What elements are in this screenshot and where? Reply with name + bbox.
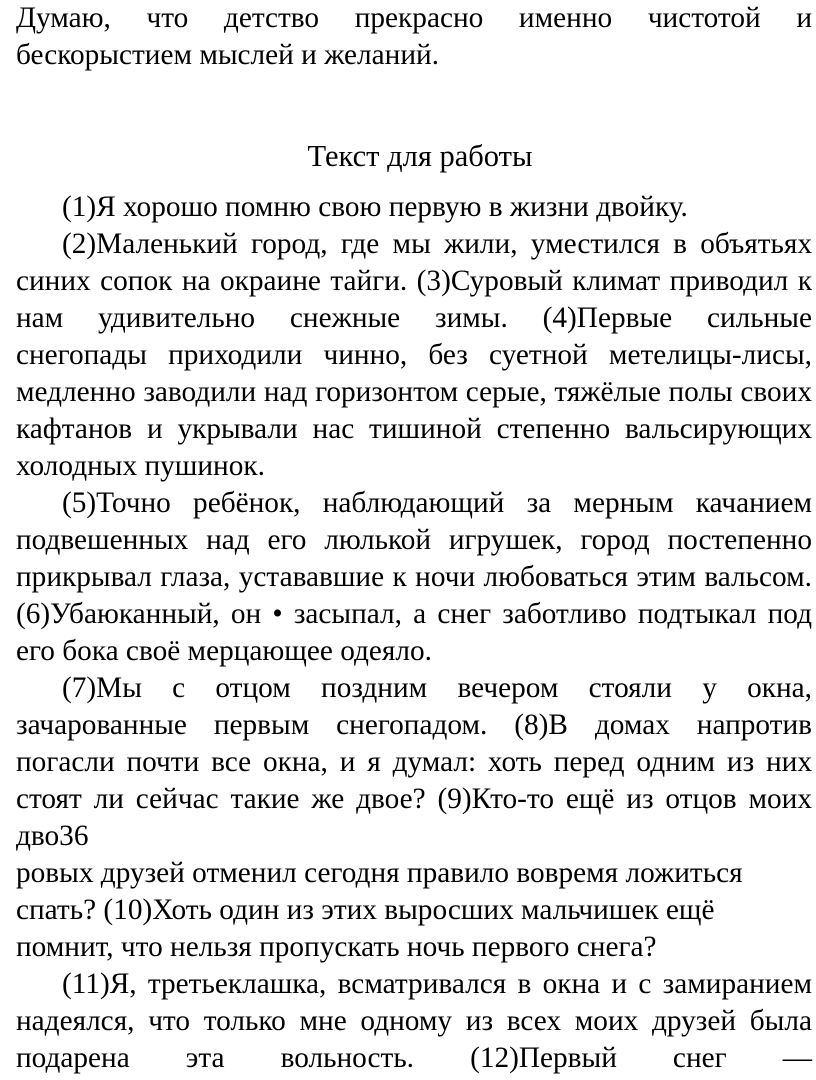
paragraph-1: (1)Я хорошо помню свою первую в жизни двойку.: [62, 191, 688, 223]
document-page: [16, 0, 812, 1077]
paragraph-2: (2)Маленький город, где мы жили, уместился в объятьях синих сопок на окраине тайги. (3)Суровый климат приводил к нам удивительно снежные зимы. (4)Первые сильные снегопады приходили чинно, без суетной метелицы-лисы, медленно заводили над горизонтом серые, тяжёлые полы своих кафтанов и укрывали нас тишиной степенно вальсирующих холодных пушинок.: [16, 228, 812, 482]
paragraph-3: (5)Точно ребёнок, наблюдающий за мерным качанием подвешенных над его люлькой игрушек, город постепенно прикрывал глаза, устававшие к ночи любоваться этим вальсом. (6)Убаюканный, он • засыпал, а снег заботливо подтыкал под его бока своё мерцающее одеяло.: [16, 487, 812, 667]
paragraph-4: (7)Мы с отцом поздним вечером стояли у окна, зачарованные первым снегопадом. (8)В домах напротив погасли почти все окна, и я думал: хоть перед одним из них стоят ли сейчас такие же двое? (9)Кто-то ещё из отцов моих дво36: [16, 672, 812, 852]
section-heading: Текст для работы: [307, 139, 533, 173]
continuation-paragraph: ровых друзей отменил сегодня правило вовремя ложиться спать? (10)Хоть один из этих выросших мальчишек ещё помнит, что нельзя пропускать ночь первого снега?: [16, 857, 743, 963]
paragraph-5: (11)Я, третьеклашка, всматривался в окна и с замиранием надеялся, что только мне одному из всех моих друзей была подарена эта вольность. (12)Первый снег —: [16, 968, 812, 1074]
intro-paragraph: Думаю, что детство прекрасно именно чистотой и бескорыстием мыслей и желаний.: [16, 2, 812, 71]
